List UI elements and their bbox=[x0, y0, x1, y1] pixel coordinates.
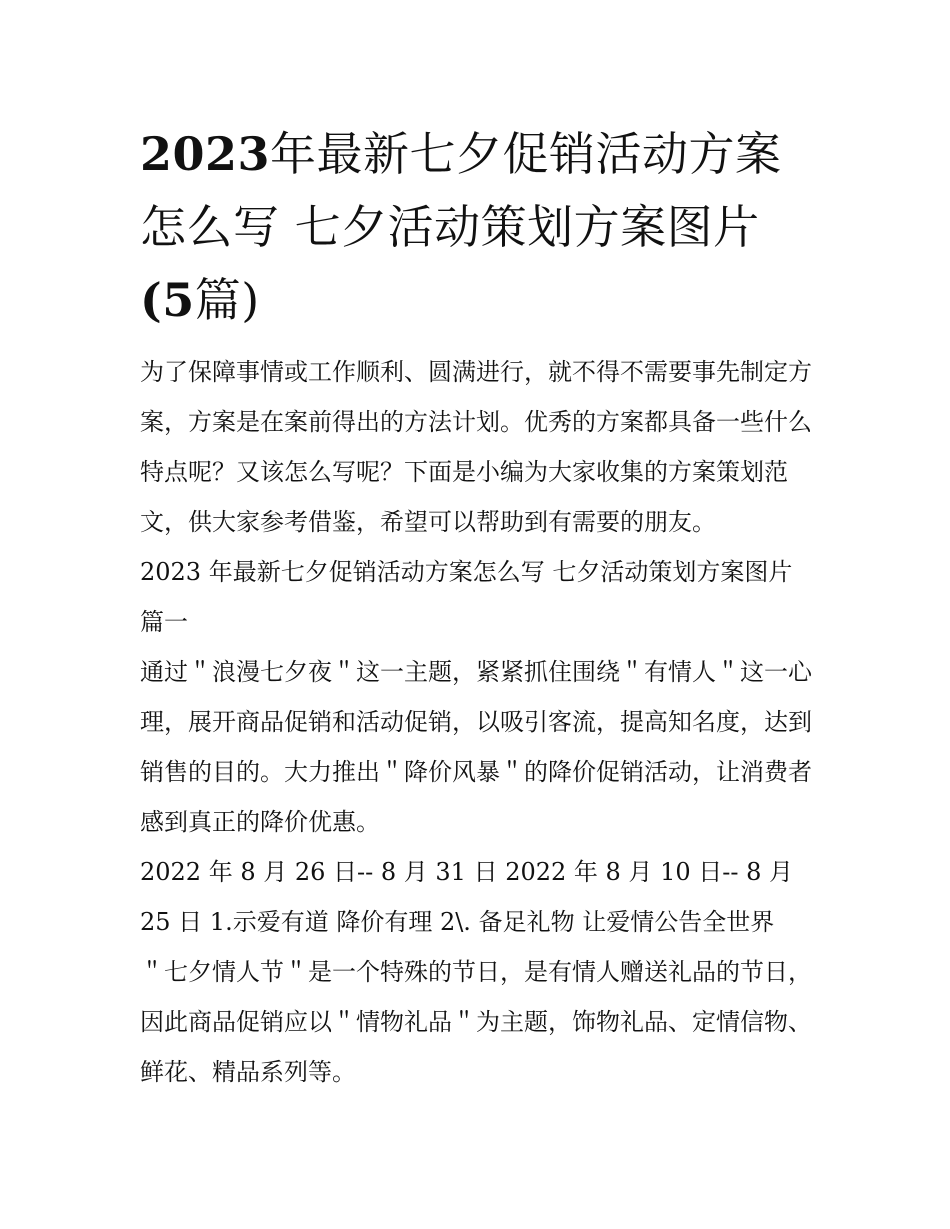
intro-paragraph: 为了保障事情或工作顺利、圆满进行，就不得不需要事先制定方案，方案是在案前得出的方法计划。优秀的方案都具备一些什么特点呢？又该怎么写呢？下面是小编为大家收集的方案策划范文，供大家参考借鉴，希望可以帮助到有需要的朋友。 bbox=[140, 358, 812, 536]
title-text: 年最新七夕促销活动方案怎么写 七夕活动策划方案图片 bbox=[140, 127, 782, 254]
schedule-paragraph: 2022 年 8 月 26 日-- 8 月 31 日 2022 年 8 月 10 日-- 8 月 25 日 1.示爱有道 降价有理 2\. 备足礼物 让爱情公告全世界 bbox=[140, 858, 793, 936]
title-year: 2023 bbox=[140, 127, 271, 181]
document-title bbox=[140, 118, 815, 337]
gift-paragraph: ＂七夕情人节＂是一个特殊的节日，是有情人赠送礼品的节日，因此商品促销应以＂情物礼品＂为主题，饰物礼品、定情信物、鲜花、精品系列等。 bbox=[140, 958, 812, 1086]
title-count: (5 bbox=[140, 273, 195, 327]
document-page bbox=[140, 118, 815, 1097]
theme-paragraph: 通过＂浪漫七夕夜＂这一主题，紧紧抓住围绕＂有情人＂这一心理，展开商品促销和活动促销，以吸引客流，提高知名度，达到销售的目的。大力推出＂降价风暴＂的降价促销活动，让消费者感到真正的降价优惠。 bbox=[140, 658, 812, 836]
title-count-suffix: 篇) bbox=[194, 273, 260, 327]
section-heading: 2023 年最新七夕促销活动方案怎么写 七夕活动策划方案图片篇一 bbox=[140, 558, 793, 636]
